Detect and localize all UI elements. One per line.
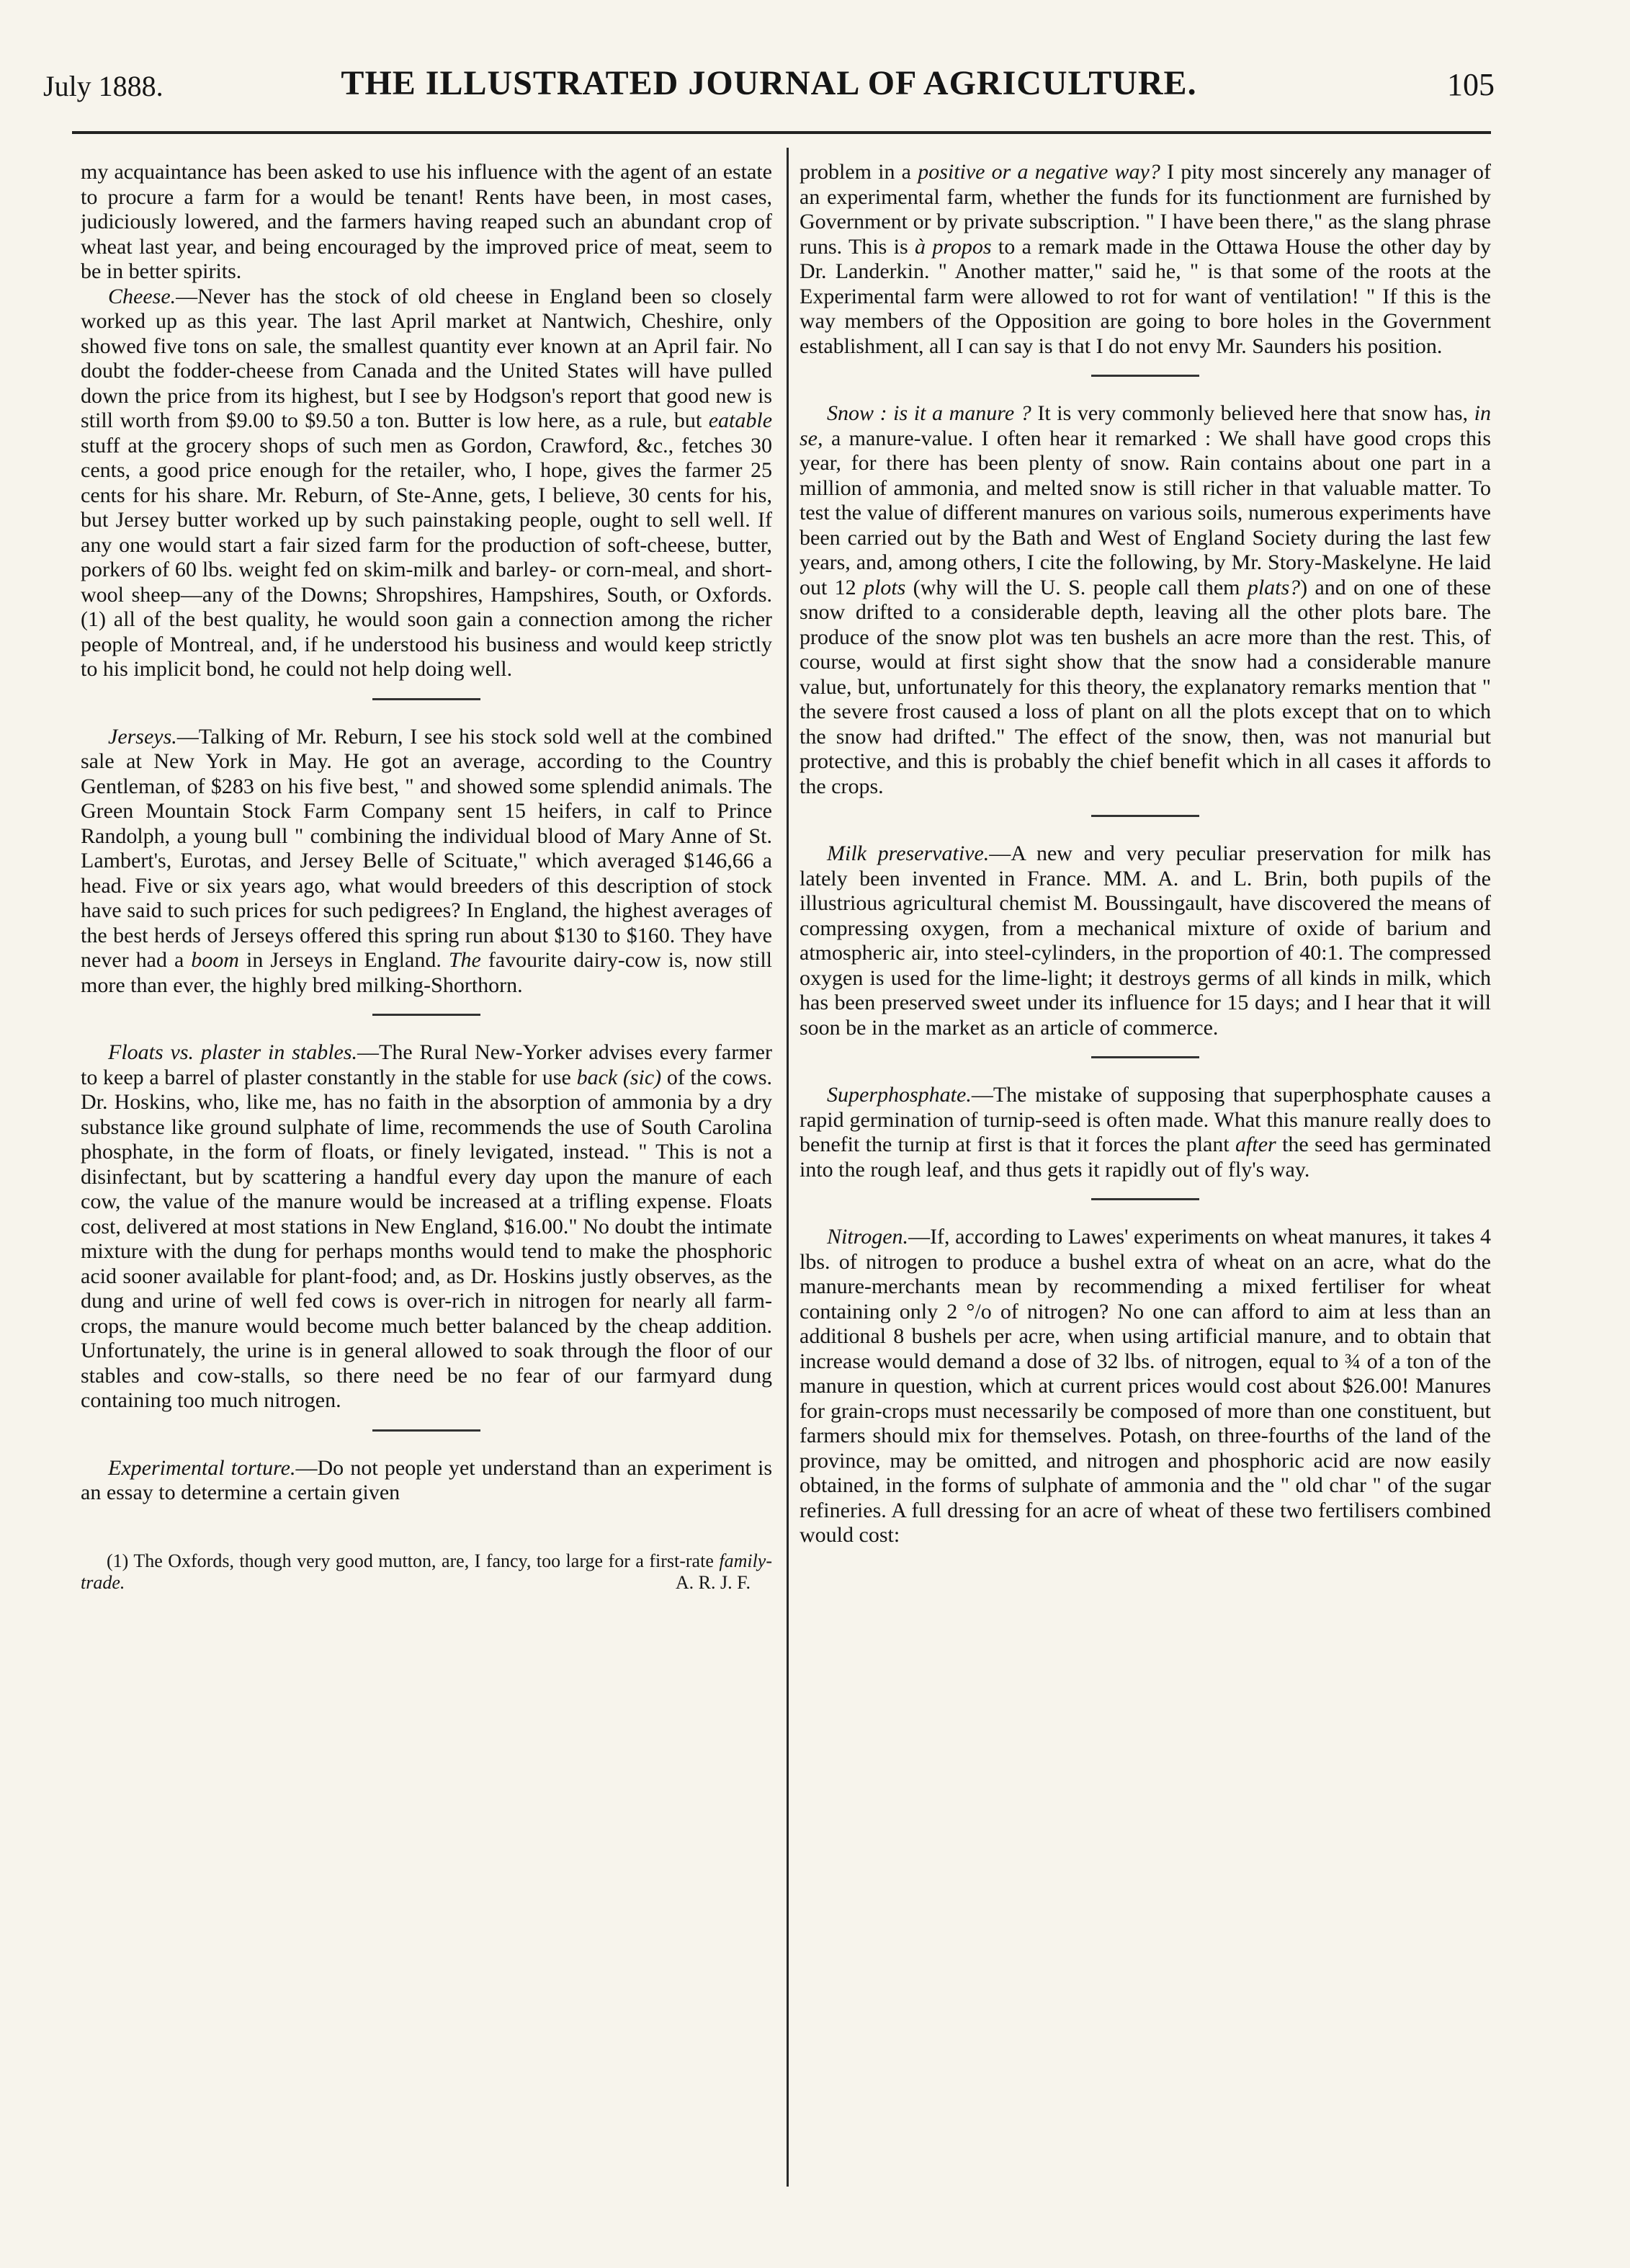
paragraph-milk: Milk preservative.—A new and very peculiar preservation for milk has lately been invented in France. MM. A. and L. Brin, both pupils of the illustrious agricultural chemist M. Boussingault, have discovered the means of compressing oxygen, from a mechanical mixture of oxide of barium and atmospheric air, into steel-cylinders, in the proportion of 40:1. The compressed oxygen is used for the lime-light; it destroys germs of all kinds in milk, which has been preserved sweet under its influence for 15 days; and I hear that it will soon be in the market as an article of commerce.	[800, 841, 1491, 1040]
section-divider	[1091, 375, 1199, 377]
paragraph-snow: Snow : is it a manure ? It is very commonly believed here that snow has, in se, a manure-value. I often hear it remarked : We shall have good crops this year, for there has been plenty of snow. Rain contains about one part in a million of ammonia, and melted snow is still richer in that valuable matter. To test the value of different manures on various soils, numerous experiments have been carried out by the Bath and West of England Society during the last few years, and, among others, I cite the following, by Mr. Story-Maskelyne. He laid out 12 plots (why will the U. S. people call them plats?) and on one of these snow drifted to a considerable depth, leaving all the other plots bare. The produce of the snow plot was ten bushels an acre more than the rest. This, of course, would at first sight show that the snow had a considerable manure value, but, unfortunately for this theory, the explanatory remarks mention that " the severe frost caused a loss of plant on all the plots except that on to which the snow had drifted." The effect of the snow, then, was not manurial but protective, and this is probably the chief benefit which in all cases it affords to the crops.	[800, 401, 1491, 798]
section-divider	[1091, 1198, 1199, 1200]
heading-jerseys: Jerseys.	[108, 724, 177, 749]
left-column	[81, 160, 772, 2206]
section-divider	[372, 1429, 480, 1432]
section-divider	[372, 698, 480, 700]
footnote-signature: A. R. J. F.	[675, 1571, 751, 1593]
header-rule	[72, 131, 1491, 134]
issue-date: July 1888.	[43, 70, 164, 102]
section-divider	[372, 1014, 480, 1016]
paragraph-experimental: Experimental torture.—Do not people yet understand than an experiment is an essay to determine a certain given	[81, 1455, 772, 1504]
heading-cheese: Cheese.	[108, 284, 176, 308]
journal-title: THE ILLUSTRATED JOURNAL OF AGRICULTURE.	[341, 64, 1197, 102]
paragraph-nitrogen: Nitrogen.—If, according to Lawes' experiments on wheat manures, it takes 4 lbs. of nitrogen to produce a bushel extra of wheat on an acre, what do the manure-merchants mean by recommending a mixed fertiliser for wheat containing only 2 °/o of nitrogen? No one can afford to aim at less than an additional 8 bushels per acre, when using artificial manure, and to obtain that increase would demand a dose of 32 lbs. of nitrogen, equal to ¾ of a ton of the manure in question, which at current prices would cost about $26.00! Manures for grain-crops must necessarily be composed of more than one constituent, but farmers should mix for themselves. Potash, on three-fourths of the land of the province, may be omitted, and nitrogen and phosphoric acid are now easily obtained, in the forms of sulphate of ammonia and the " old char " of the sugar refineries. A full dressing for an acre of wheat of these two fertilisers combined would cost:	[800, 1225, 1491, 1547]
footnote-text: (1) The Oxfords, though very good mutton, are, I fancy, too large for a first-rate family-trade. A. R. J. F.	[81, 1550, 772, 1593]
section-divider	[1091, 815, 1199, 817]
paragraph-superphosphate: Superphosphate.—The mistake of supposing that superphosphate causes a rapid germination of turnip-seed is often made. What this manure really does to benefit the turnip at first is that it forces the plant after the seed has germinated into the rough leaf, and thus gets it rapidly out of fly's way.	[800, 1083, 1491, 1182]
paragraph-cheese: Cheese.—Never has the stock of old cheese in England been so closely worked up as this year. The last April market at Nantwich, Cheshire, only showed five tons on sale, the smallest quantity ever known at an April fair. No doubt the fodder-cheese from Canada and the United States will have pulled down the price from its highest, but I see by Hodgson's report that good new is still worth from $9.00 to $9.50 a ton. Butter is low here, as a rule, but eatable stuff at the grocery shops of such men as Gordon, Crawford, &c., fetches 30 cents, a good price enough for the retailer, who, I hope, gives the farmer 25 cents for his share. Mr. Reburn, of Ste-Anne, gets, I believe, 30 cents for his, but Jersey butter worked up by such painstaking people, ought to sell well. If any one would start a fair sized farm for the production of soft-cheese, butter, porkers of 60 lbs. weight fed on skim-milk and barley- or corn-meal, and short-wool sheep—any of the Downs; Shropshires, Hampshires, South, or Oxfords. (1) all of the best quality, he would soon gain a connection among the richer people of Montreal, and, if he understood his business and would keep strictly to his implicit bond, he could not help doing well.	[81, 284, 772, 681]
heading-superphosphate: Superphosphate.	[827, 1083, 972, 1107]
footnote	[81, 1550, 772, 1594]
paragraph-continuation: problem in a positive or a negative way? I pity most sincerely any manager of an experimental farm, whether the funds for its functionment are furnished by Government or by private subscription. " I have been there," as the slang phrase runs. This is à propos to a remark made in the Ottawa House the other day by Dr. Landerkin. " Another matter," said he, " is that some of the roots at the Experimental farm were allowed to rot for want of ventilation! " If this is the way members of the Opposition are going to bore holes in the Government establishment, all I can say is that I do not envy Mr. Saunders his position.	[800, 160, 1491, 358]
page-header	[43, 63, 1495, 114]
paragraph-floats: Floats vs. plaster in stables.—The Rural New-Yorker advises every farmer to keep a barrel of plaster constantly in the stable for use back (sic) of the cows. Dr. Hoskins, who, like me, has no faith in the absorption of ammonia by a dry substance like ground sulphate of lime, recommends the use of South Carolina phosphate, in the form of floats, or finely levigated, instead. " This is not a disinfectant, but by scattering a handful every day upon the manure of each cow, the value of the manure would be increased at a trifling expense. Floats cost, delivered at most stations in New England, $16.00." No doubt the intimate mixture with the dung for perhaps months would tend to make the phosphoric acid sooner available for plant-food; and, as Dr. Hoskins justly observes, as the dung and urine of well fed cows is over-rich in nitrogen for nearly all farm-crops, the manure would become much better balanced by the cheap addition. Unfortunately, the urine is in general allowed to soak through the floor of our stables and cow-stalls, so there need be no fear of our farmyard dung containing too much nitrogen.	[81, 1040, 772, 1412]
heading-nitrogen: Nitrogen.	[827, 1225, 909, 1249]
heading-experimental: Experimental torture.	[108, 1455, 296, 1480]
page-number: 105	[1447, 67, 1495, 102]
section-divider	[1091, 1056, 1199, 1058]
heading-floats: Floats vs. plaster in stables.	[108, 1040, 358, 1064]
heading-snow: Snow : is it a manure ?	[827, 401, 1031, 425]
paragraph-jerseys: Jerseys.—Talking of Mr. Reburn, I see his stock sold well at the combined sale at New York in May. He got an average, according to the Country Gentleman, of $283 on his five best, " and showed some splendid animals. The Green Mountain Stock Farm Company sent 15 heifers, in calf to Prince Randolph, a young bull " combining the individual blood of Mary Anne of St. Lambert's, Eurotas, and Jersey Belle of Scituate," which averaged $146,66 a head. Five or six years ago, what would breeders of this description of stock have said to such prices for such pedigrees? In England, the highest averages of the best herds of Jerseys offered this spring run about $130 to $160. They have never had a boom in Jerseys in England. The favourite dairy-cow is, now still more than ever, the highly bred milking-Shorthorn.	[81, 724, 772, 997]
column-divider	[787, 148, 789, 2187]
right-column	[800, 160, 1491, 2206]
paragraph-intro: my acquaintance has been asked to use his influence with the agent of an estate to procure a farm for a would be tenant! Rents have been, in most cases, judiciously lowered, and the farmers having reaped such an abundant crop of wheat last year, and being encouraged by the improved price of meat, seem to be in better spirits.	[81, 160, 772, 283]
heading-milk: Milk preservative.	[827, 841, 990, 865]
